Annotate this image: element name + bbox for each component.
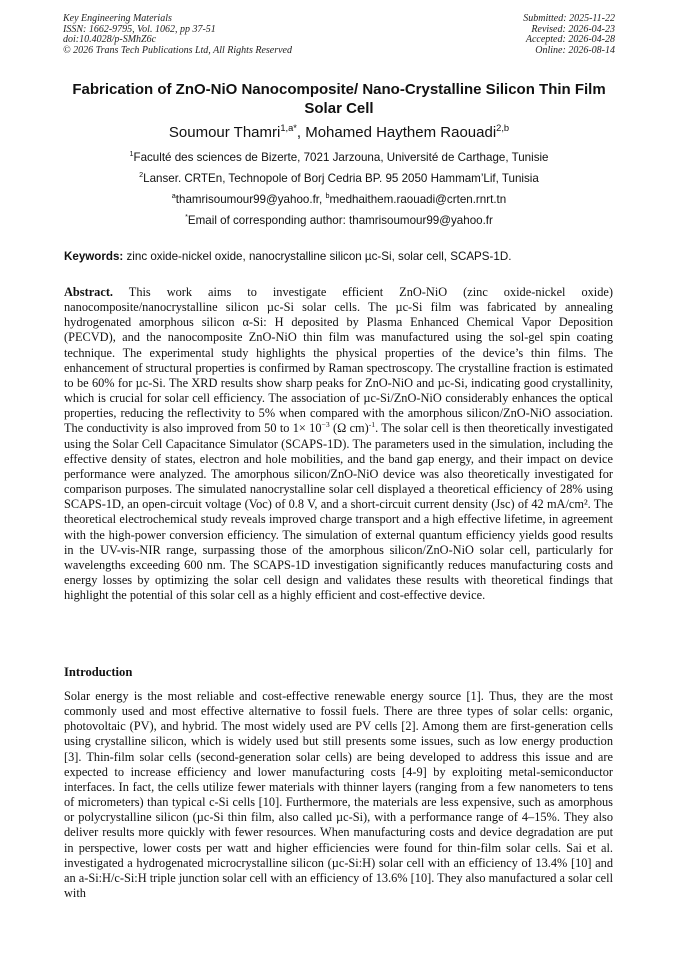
author-1: Soumour Thamri xyxy=(168,124,281,141)
revised-date: Revised: 2026-04-23 xyxy=(531,23,615,35)
online-date: Online: 2026-08-14 xyxy=(535,44,615,56)
keywords-text: zinc oxide-nickel oxide, nanocrystalline silicon µc-Si, solar cell, SCAPS-1D. xyxy=(123,250,512,263)
abstract-exponent-2: -1 xyxy=(368,420,376,430)
abstract-label: Abstract. xyxy=(64,285,114,299)
introduction-body: Solar energy is the most reliable and cost-effective renewable energy source [1]. Thus, they are the most commonly used and most effective alternative to fossil fuels. There are three types of solar cells: organic, photovoltaic (PV), and hybrid. The most widely used are PV cells [2]. Among them are first-generation cells using crystalline silicon, which is widely used but still presents some issues, such as low energy production [3]. Thin-film solar cells (second-generation solar cells) are being developed to address this issue and are expected to increase efficiency and lower manufacturing costs [4-9] by exploiting metal-semiconductor interfaces. In fact, the cells utilize fewer materials with thinner layers (ranging from a few nanometers to tens of micrometers) than typical c-Si cells [10]. Furthermore, the materials are less expensive, such as amorphous or polycrystalline silicon (µc-Si thin film, also called µc-Si), with a performance range of 4–15%. They also deliver results more quickly with fewer resources. When manufacturing costs and device degradation are put in perspective, lower costs per watt and higher efficiencies were found for thin-film solar cells. Sai et al. investigated a hydrogenated microcrystalline silicon (µc-Si:H) solar cell with an efficiency of 13.4% [10] and an a-Si:H/c-Si:H triple junction solar cell with an efficiency of 13.6% [10]. They also manufactured a solar cell with xyxy=(64,689,614,901)
corresponding-author xyxy=(40,214,638,228)
journal-name: Key Engineering Materials xyxy=(63,13,172,24)
abstract xyxy=(64,285,613,603)
abstract-text-2: (Ω cm) xyxy=(329,421,369,436)
email-a-marker: a xyxy=(171,191,176,201)
email-b[interactable]: medhaithem.raouadi@crten.rnrt.tn xyxy=(329,193,507,206)
keywords-label: Keywords: xyxy=(64,250,124,263)
affiliation-1-text: Faculté des sciences de Bizerte, 7021 Jarzouna, Université de Carthage, Tunisie xyxy=(133,151,549,164)
email-b-marker: b xyxy=(325,191,330,201)
submitted-date: Submitted: 2025-11-22 xyxy=(523,13,615,24)
corresponding-marker: * xyxy=(185,212,188,222)
abstract-text-3: . The solar cell is then theoretically investigated using the Solar Cell Capacitance Simulator (SCAPS-1D). The parameters used in the simulation, including the effective density of states, electron and hole mobilities, and the band gap energy, and their impact on device performance were analyzed. The amorphous silicon/ZnO-NiO device was also theoretically investigated for comparison purposes. The simulated nanocrystalline solar cell displayed a theoretical efficiency of 28% using SCAPS-1D, an open-circuit voltage (Voc) of 0.8 V, and a short-circuit current density (Jsc) of 42 mA/cm². The theoretical electrochemical study reveals improved charge transport and a high effective lifetime, in agreement with the high-power conversion efficiency. The simulation of external quantum efficiency yields good results in the UV-vis-NIR range, surpassing those of the amorphous silicon/ZnO-NiO solar cell, particularly for wavelengths exceeding 600 nm. The SCAPS-1D investigation significantly reduces manufacturing costs and energy losses by optimizing the solar cell design and validates these results with theoretical findings that highlight the potential of this solar cell as a highly efficient and cost-effective device. xyxy=(64,421,613,603)
abstract-exponent-1: −3 xyxy=(321,420,330,430)
abstract-text-1: This work aims to investigate efficient ZnO-NiO (zinc oxide-nickel oxide) nanocomposite/nanocrystalline silicon µc-Si solar cells. The µc-Si film was fabricated by annealing hydrogenated amorphous silicon α-Si: H deposited by Plasma Enhanced Chemical Vapor Deposition (PECVD), and the nanocomposite ZnO-NiO thin film was manufactured using the sol-gel spin coating technique. The experimental study highlights the physical properties of the device’s thin films. The enhancement of structural properties is confirmed by Raman spectroscopy. The crystalline fraction is estimated to be 60% for µc-Si. The XRD results show sharp peaks for ZnO-NiO and µc-Si, indicating good crystallinity, which is crucial for solar cell efficiency. The association of µc-Si/ZnO-NiO considerably enhances the optical properties, reducing the reflectivity to 5% when compared with the amorphous silicon/ZnO-NiO association. The conductivity is also improved from 50 to 1× 10 xyxy=(64,285,613,436)
journal-header xyxy=(63,14,292,56)
author-2: Mohamed Haythem Raouadi xyxy=(305,124,497,141)
corresponding-email[interactable]: Email of corresponding author: thamrisoumour99@yahoo.fr xyxy=(187,214,493,227)
affiliation-2 xyxy=(40,172,638,186)
introduction-heading: Introduction xyxy=(64,665,133,679)
journal-issn: ISSN: 1662-9795, Vol. 1062, pp 37-51 xyxy=(63,23,216,35)
accepted-date: Accepted: 2026-04-28 xyxy=(525,34,615,46)
author-2-affiliation: 2,b xyxy=(496,123,510,133)
author-list xyxy=(40,124,638,142)
email-a[interactable]: thamrisoumour99@yahoo.fr, xyxy=(175,193,326,206)
author-separator: , xyxy=(296,124,306,141)
keywords xyxy=(64,250,624,264)
affiliation-2-marker: 2 xyxy=(139,170,144,180)
journal-copyright: © 2026 Trans Tech Publications Ltd, All Rights Reserved xyxy=(63,44,292,56)
dates-header xyxy=(523,14,615,56)
author-emails xyxy=(40,193,638,207)
author-1-affiliation: 1,a* xyxy=(280,123,297,133)
affiliation-2-text: Lanser. CRTEn, Technopole of Borj Cedria BP. 95 2050 Hammam’Lif, Tunisia xyxy=(143,172,539,185)
journal-doi[interactable]: doi:10.4028/p-SMhZ6c xyxy=(63,34,157,46)
affiliation-1 xyxy=(40,151,638,165)
affiliation-1-marker: 1 xyxy=(129,149,134,159)
paper-title: Fabrication of ZnO-NiO Nanocomposite/ Nano-Crystalline Silicon Thin Film Solar Cell xyxy=(72,81,606,117)
